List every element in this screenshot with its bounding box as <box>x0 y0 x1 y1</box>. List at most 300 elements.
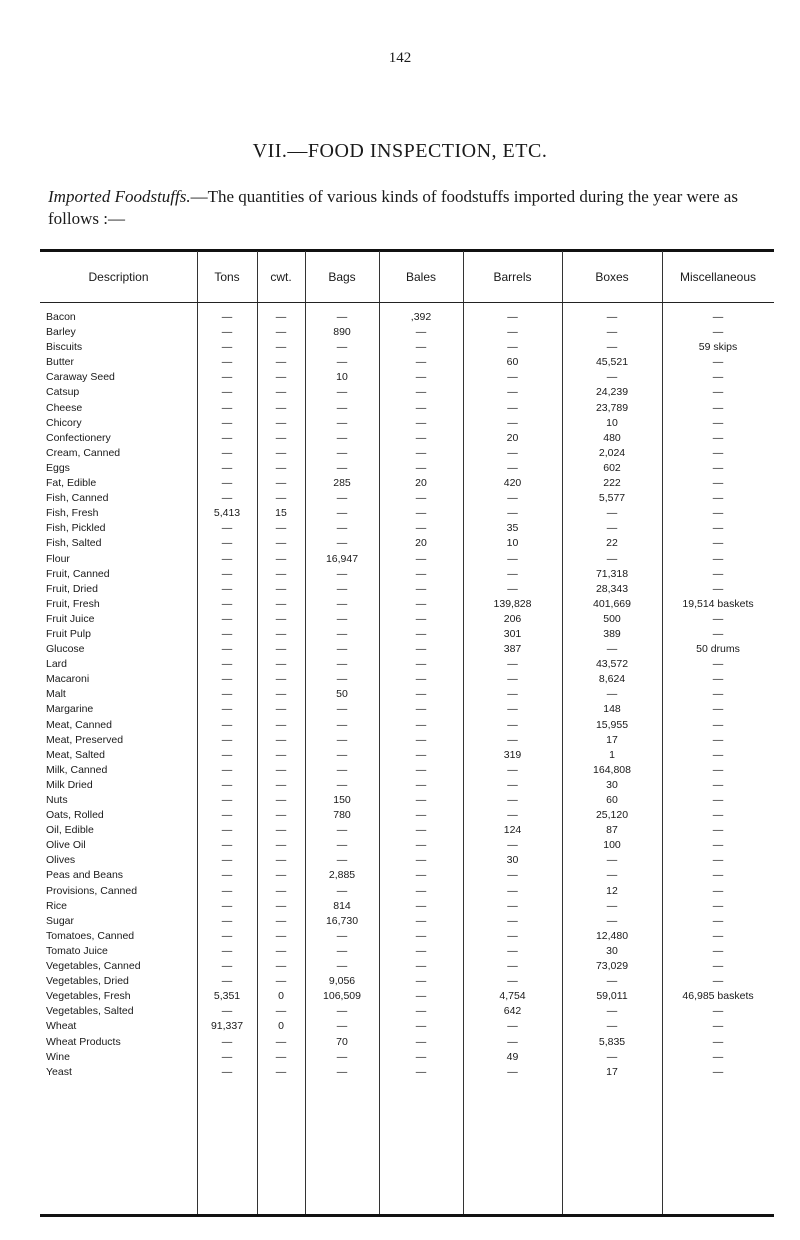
cell-barrels: — <box>507 778 518 791</box>
cell-cwt: 0 <box>278 990 284 1003</box>
header-barrels: Barrels <box>493 269 532 284</box>
cell-bags: — <box>336 492 348 505</box>
cell-bales: — <box>415 869 427 882</box>
cell-barrels: — <box>507 1020 518 1033</box>
cell-barrels: — <box>507 552 518 565</box>
cell-cwt: — <box>275 627 287 640</box>
cell-cwt: — <box>275 929 287 942</box>
table-row <box>40 868 774 883</box>
cell-description: Fruit, Dried <box>46 582 98 595</box>
cell-description: Oats, Rolled <box>46 809 104 822</box>
cell-boxes: — <box>606 552 618 565</box>
cell-cwt: — <box>275 612 287 625</box>
header-tons: Tons <box>214 269 240 284</box>
cell-bales: — <box>415 643 427 656</box>
cell-boxes: 24,239 <box>595 386 629 399</box>
cell-cwt: — <box>275 794 287 806</box>
cell-boxes: — <box>606 522 618 535</box>
cell-description: Meat, Salted <box>46 748 105 761</box>
cell-boxes: 100 <box>603 839 621 852</box>
cell-miscellaneous: — <box>712 477 724 490</box>
cell-description: Margarine <box>46 703 94 716</box>
cell-description: Meat, Canned <box>46 718 112 731</box>
cell-bags: — <box>336 884 348 897</box>
cell-cwt: — <box>275 552 287 565</box>
cell-cwt: — <box>275 763 287 776</box>
cell-miscellaneous: — <box>712 809 724 822</box>
cell-bales: — <box>415 960 427 973</box>
table-row <box>40 778 774 793</box>
header-rule <box>40 302 774 303</box>
cell-boxes: — <box>606 1050 618 1063</box>
cell-boxes: — <box>606 688 618 701</box>
cell-boxes: 5,835 <box>598 1035 626 1048</box>
cell-cwt: — <box>275 431 287 444</box>
cell-boxes: 12 <box>606 884 618 897</box>
cell-miscellaneous: — <box>712 1050 724 1063</box>
cell-barrels: — <box>507 839 518 852</box>
cell-bales: ,392 <box>410 311 432 323</box>
cell-boxes: 148 <box>603 703 621 716</box>
cell-bales: — <box>415 944 427 957</box>
cell-boxes: 17 <box>606 1065 618 1078</box>
cell-miscellaneous: — <box>712 658 724 671</box>
cell-boxes: 73,029 <box>595 960 629 973</box>
cell-miscellaneous: — <box>712 688 724 701</box>
cell-description: Vegetables, Fresh <box>46 990 131 1003</box>
cell-cwt: — <box>275 522 287 535</box>
cell-tons: — <box>221 461 233 474</box>
cell-miscellaneous: — <box>712 582 724 595</box>
cell-bags: — <box>336 944 348 957</box>
cell-bales: — <box>415 356 427 369</box>
cell-bales: — <box>415 416 427 429</box>
cell-barrels: — <box>507 884 518 897</box>
cell-description: Flour <box>46 552 70 565</box>
cell-barrels: — <box>507 567 518 580</box>
cell-cwt: — <box>275 326 287 339</box>
cell-description: Fish, Canned <box>46 492 109 505</box>
cell-cwt: — <box>275 975 287 988</box>
cell-bags: — <box>336 960 348 973</box>
cell-description: Milk Dried <box>46 778 93 791</box>
cell-barrels: — <box>507 899 518 912</box>
cell-description: Fruit, Fresh <box>46 597 100 610</box>
cell-tons: — <box>221 884 233 897</box>
table-row <box>40 612 774 627</box>
cell-description: Fruit, Canned <box>46 567 110 580</box>
cell-tons: — <box>221 597 233 610</box>
cell-bales: 20 <box>415 477 427 490</box>
cell-bags: — <box>336 748 348 761</box>
cell-boxes: 222 <box>603 477 621 490</box>
cell-description: Wheat <box>46 1020 77 1033</box>
table-row <box>40 657 774 672</box>
cell-tons: — <box>221 612 233 625</box>
cell-tons: — <box>221 673 233 686</box>
cell-barrels: — <box>507 944 518 957</box>
cell-description: Macaroni <box>46 673 90 686</box>
cell-barrels: — <box>507 492 518 505</box>
cell-bales: — <box>415 627 427 640</box>
cell-boxes: 30 <box>606 778 618 791</box>
cell-bags: — <box>336 431 348 444</box>
cell-barrels: — <box>507 929 518 942</box>
cell-miscellaneous: — <box>712 869 724 882</box>
cell-tons: — <box>221 477 233 490</box>
cell-barrels: 35 <box>506 522 519 535</box>
cell-bags: — <box>336 778 348 791</box>
cell-tons: — <box>221 960 233 973</box>
table-row <box>40 808 774 823</box>
cell-miscellaneous: — <box>712 839 724 852</box>
cell-tons: — <box>221 492 233 505</box>
cell-barrels: — <box>507 718 518 731</box>
cell-bales: — <box>415 341 427 354</box>
cell-bales: — <box>415 809 427 822</box>
cell-barrels: — <box>507 658 518 671</box>
cell-miscellaneous: — <box>712 1035 724 1048</box>
cell-description: Catsup <box>46 386 80 399</box>
cell-barrels: — <box>507 401 518 414</box>
cell-boxes: — <box>606 1005 618 1018</box>
cell-miscellaneous: — <box>712 386 724 399</box>
cell-bags: — <box>336 1020 348 1033</box>
cell-bales: — <box>415 431 427 444</box>
cell-cwt: — <box>275 446 287 459</box>
cell-cwt: — <box>275 371 287 384</box>
cell-tons: — <box>221 794 233 806</box>
cell-boxes: 71,318 <box>595 567 629 580</box>
cell-tons: — <box>221 975 233 988</box>
cell-boxes: 87 <box>606 824 618 837</box>
cell-tons: — <box>221 537 233 550</box>
cell-miscellaneous: — <box>712 627 724 640</box>
cell-bags: 16,730 <box>325 914 359 927</box>
cell-boxes: 500 <box>603 612 621 625</box>
cell-tons: 91,337 <box>210 1020 244 1033</box>
table-row <box>40 899 774 914</box>
cell-cwt: — <box>275 582 287 595</box>
cell-bales: — <box>415 703 427 716</box>
cell-tons: — <box>221 824 233 837</box>
cell-cwt: — <box>275 311 287 323</box>
cell-boxes: 164,808 <box>593 763 631 776</box>
cell-bales: — <box>415 1050 427 1063</box>
cell-bags: — <box>336 537 348 550</box>
cell-cwt: — <box>275 386 287 399</box>
table-row <box>40 476 774 491</box>
table-row <box>40 552 774 567</box>
cell-barrels: 124 <box>503 824 522 837</box>
cell-tons: 5,351 <box>213 990 241 1003</box>
cell-bags: — <box>336 839 348 852</box>
table-row <box>40 974 774 989</box>
cell-cwt: — <box>275 703 287 716</box>
cell-bags: — <box>336 416 348 429</box>
table-row <box>40 401 774 416</box>
table-row <box>40 1004 774 1019</box>
cell-barrels: — <box>507 869 518 882</box>
cell-boxes: — <box>606 371 618 384</box>
table-row <box>40 385 774 400</box>
cell-cwt: — <box>275 914 287 927</box>
cell-bales: — <box>415 1065 427 1078</box>
header-bags: Bags <box>328 269 356 284</box>
cell-bales: — <box>415 929 427 942</box>
cell-miscellaneous: — <box>712 537 724 550</box>
page-number: 142 <box>388 50 412 66</box>
cell-bags: 106,509 <box>323 990 361 1003</box>
header-miscellaneous: Miscellaneous <box>679 269 757 284</box>
cell-cwt: — <box>275 401 287 414</box>
cell-bales: — <box>415 386 427 399</box>
cell-barrels: 4,754 <box>499 990 526 1003</box>
cell-bags: 2,885 <box>328 869 356 882</box>
cell-description: Provisions, Canned <box>46 884 138 897</box>
cell-bags: 890 <box>333 326 351 339</box>
cell-bags: — <box>336 824 348 837</box>
cell-bales: — <box>415 582 427 595</box>
header-cwt: cwt. <box>270 269 292 284</box>
cell-tons: — <box>221 718 233 731</box>
section-heading: VII.—FOOD INSPECTION, ETC. <box>252 140 548 162</box>
cell-barrels: 387 <box>503 643 522 656</box>
table-row <box>40 823 774 838</box>
cell-boxes: 23,789 <box>595 401 629 414</box>
cell-barrels: — <box>507 446 518 459</box>
cell-description: Butter <box>46 356 75 369</box>
cell-barrels: — <box>507 960 518 973</box>
cell-miscellaneous: — <box>712 1065 724 1078</box>
cell-miscellaneous: — <box>712 778 724 791</box>
cell-bales: — <box>415 899 427 912</box>
cell-tons: — <box>221 522 233 535</box>
table-row <box>40 582 774 597</box>
cell-tons: 5,413 <box>213 507 241 520</box>
cell-bales: — <box>415 824 427 837</box>
cell-boxes: 5,577 <box>598 492 626 505</box>
cell-bales: — <box>415 884 427 897</box>
cell-description: Wine <box>46 1050 70 1063</box>
cell-boxes: — <box>606 326 618 339</box>
cell-bags: — <box>336 1005 348 1018</box>
cell-description: Eggs <box>46 461 70 474</box>
table-bottom-rule <box>40 1214 774 1217</box>
cell-miscellaneous: — <box>712 748 724 761</box>
cell-barrels: — <box>507 582 518 595</box>
cell-description: Glucose <box>46 643 85 656</box>
cell-miscellaneous: — <box>712 552 724 565</box>
cell-description: Caraway Seed <box>46 371 115 384</box>
cell-tons: — <box>221 552 233 565</box>
cell-bags: — <box>336 643 348 656</box>
cell-barrels: 420 <box>503 477 522 490</box>
cell-barrels: 10 <box>506 537 519 550</box>
cell-tons: — <box>221 839 233 852</box>
cell-bags: 10 <box>336 371 348 384</box>
cell-bags: 70 <box>336 1035 348 1048</box>
cell-miscellaneous: — <box>712 356 724 369</box>
cell-miscellaneous: — <box>712 824 724 837</box>
cell-bales: — <box>415 492 427 505</box>
cell-tons: — <box>221 1005 233 1018</box>
cell-tons: — <box>221 446 233 459</box>
table-row <box>40 959 774 974</box>
cell-tons: — <box>221 582 233 595</box>
cell-bags: — <box>336 929 348 942</box>
cell-miscellaneous: — <box>712 854 724 867</box>
cell-miscellaneous: — <box>712 326 724 339</box>
cell-tons: — <box>221 371 233 384</box>
cell-description: Chicory <box>46 416 82 429</box>
cell-bags: — <box>336 446 348 459</box>
cell-description: Fish, Salted <box>46 537 102 550</box>
cell-miscellaneous: — <box>712 567 724 580</box>
cell-bales: — <box>415 673 427 686</box>
cell-bales: — <box>415 839 427 852</box>
cell-miscellaneous: 50 drums <box>696 643 740 656</box>
table-row <box>40 446 774 461</box>
cell-barrels: — <box>507 507 518 520</box>
cell-boxes: 59,011 <box>596 990 628 1003</box>
cell-tons: — <box>221 914 233 927</box>
table-row <box>40 416 774 431</box>
table-row <box>40 718 774 733</box>
table-row <box>40 853 774 868</box>
cell-boxes: 602 <box>603 461 621 474</box>
cell-cwt: — <box>275 673 287 686</box>
cell-cwt: — <box>275 809 287 822</box>
cell-tons: — <box>221 1035 233 1048</box>
table-row <box>40 929 774 944</box>
cell-tons: — <box>221 1050 233 1063</box>
cell-cwt: — <box>275 688 287 701</box>
cell-bags: 16,947 <box>325 552 359 565</box>
cell-barrels: 319 <box>503 748 522 761</box>
cell-boxes: 43,572 <box>595 658 629 671</box>
cell-miscellaneous: — <box>712 884 724 897</box>
cell-description: Milk, Canned <box>46 763 108 776</box>
cell-bags: — <box>336 627 348 640</box>
cell-tons: — <box>221 311 233 323</box>
cell-tons: — <box>221 431 233 444</box>
cell-boxes: 15,955 <box>595 718 629 731</box>
cell-bags: 780 <box>333 809 351 822</box>
cell-bags: — <box>336 311 348 323</box>
table-row <box>40 627 774 642</box>
cell-cwt: — <box>275 1065 287 1078</box>
cell-bales: — <box>415 718 427 731</box>
cell-barrels: — <box>507 341 518 354</box>
table-row <box>40 310 774 325</box>
table-row <box>40 733 774 748</box>
table-row <box>40 491 774 506</box>
cell-bales: — <box>415 1035 427 1048</box>
cell-cwt: 15 <box>275 507 287 520</box>
cell-cwt: — <box>275 869 287 882</box>
cell-miscellaneous: — <box>712 914 724 927</box>
cell-bales: — <box>415 371 427 384</box>
cell-description: Tomato Juice <box>46 944 108 957</box>
cell-boxes: 28,343 <box>595 582 629 595</box>
cell-bales: — <box>415 733 427 746</box>
cell-miscellaneous: — <box>712 929 724 942</box>
cell-bales: — <box>415 552 427 565</box>
cell-bales: — <box>415 446 427 459</box>
table-row <box>40 884 774 899</box>
cell-miscellaneous: — <box>712 718 724 731</box>
cell-miscellaneous: — <box>712 431 724 444</box>
intro-lead: Imported Foodstuffs. <box>48 187 191 206</box>
cell-miscellaneous: 59 skips <box>698 341 738 354</box>
cell-cwt: — <box>275 537 287 550</box>
cell-cwt: — <box>275 748 287 761</box>
table-row <box>40 370 774 385</box>
cell-miscellaneous: — <box>712 960 724 973</box>
cell-tons: — <box>221 326 233 339</box>
cell-barrels: — <box>507 386 518 399</box>
cell-barrels: — <box>507 461 518 474</box>
cell-cwt: — <box>275 643 287 656</box>
cell-bags: — <box>336 763 348 776</box>
cell-miscellaneous: — <box>712 1020 724 1033</box>
cell-boxes: 25,120 <box>595 809 629 822</box>
cell-tons: — <box>221 1065 233 1078</box>
cell-boxes: 45,521 <box>595 356 629 369</box>
cell-miscellaneous: — <box>712 416 724 429</box>
cell-tons: — <box>221 854 233 867</box>
cell-barrels: — <box>507 311 518 323</box>
cell-bags: 50 <box>336 688 348 701</box>
cell-miscellaneous: 46,985 baskets <box>682 990 754 1003</box>
table-row <box>40 461 774 476</box>
cell-barrels: 139,828 <box>493 597 532 610</box>
cell-cwt: — <box>275 944 287 957</box>
cell-miscellaneous: — <box>712 522 724 535</box>
cell-barrels: 20 <box>506 431 519 444</box>
cell-miscellaneous: — <box>712 1005 724 1018</box>
cell-description: Tomatoes, Canned <box>46 929 135 942</box>
cell-cwt: — <box>275 733 287 746</box>
cell-barrels: — <box>507 688 518 701</box>
cell-bales: — <box>415 1005 427 1018</box>
cell-cwt: — <box>275 824 287 837</box>
cell-description: Yeast <box>46 1065 72 1078</box>
cell-description: Peas and Beans <box>46 869 124 882</box>
cell-boxes: 401,669 <box>593 597 631 610</box>
cell-boxes: — <box>606 899 618 912</box>
cell-description: Rice <box>46 899 68 912</box>
cell-boxes: — <box>606 914 618 927</box>
intro-text: —The quantities of various kinds of foodstuffs imported during the year were as follows :— <box>48 187 738 228</box>
cell-bags: — <box>336 401 348 414</box>
cell-bales: — <box>415 507 427 520</box>
table-row <box>40 325 774 340</box>
cell-miscellaneous: — <box>712 899 724 912</box>
cell-tons: — <box>221 809 233 822</box>
cell-miscellaneous: — <box>712 446 724 459</box>
cell-bales: — <box>415 326 427 339</box>
cell-miscellaneous: — <box>712 944 724 957</box>
cell-description: Fruit Juice <box>46 612 95 625</box>
table-row <box>40 702 774 717</box>
cell-boxes: 2,024 <box>598 446 626 459</box>
cell-bales: — <box>415 763 427 776</box>
table-row <box>40 521 774 536</box>
cell-boxes: 60 <box>606 794 618 806</box>
cell-cwt: — <box>275 839 287 852</box>
